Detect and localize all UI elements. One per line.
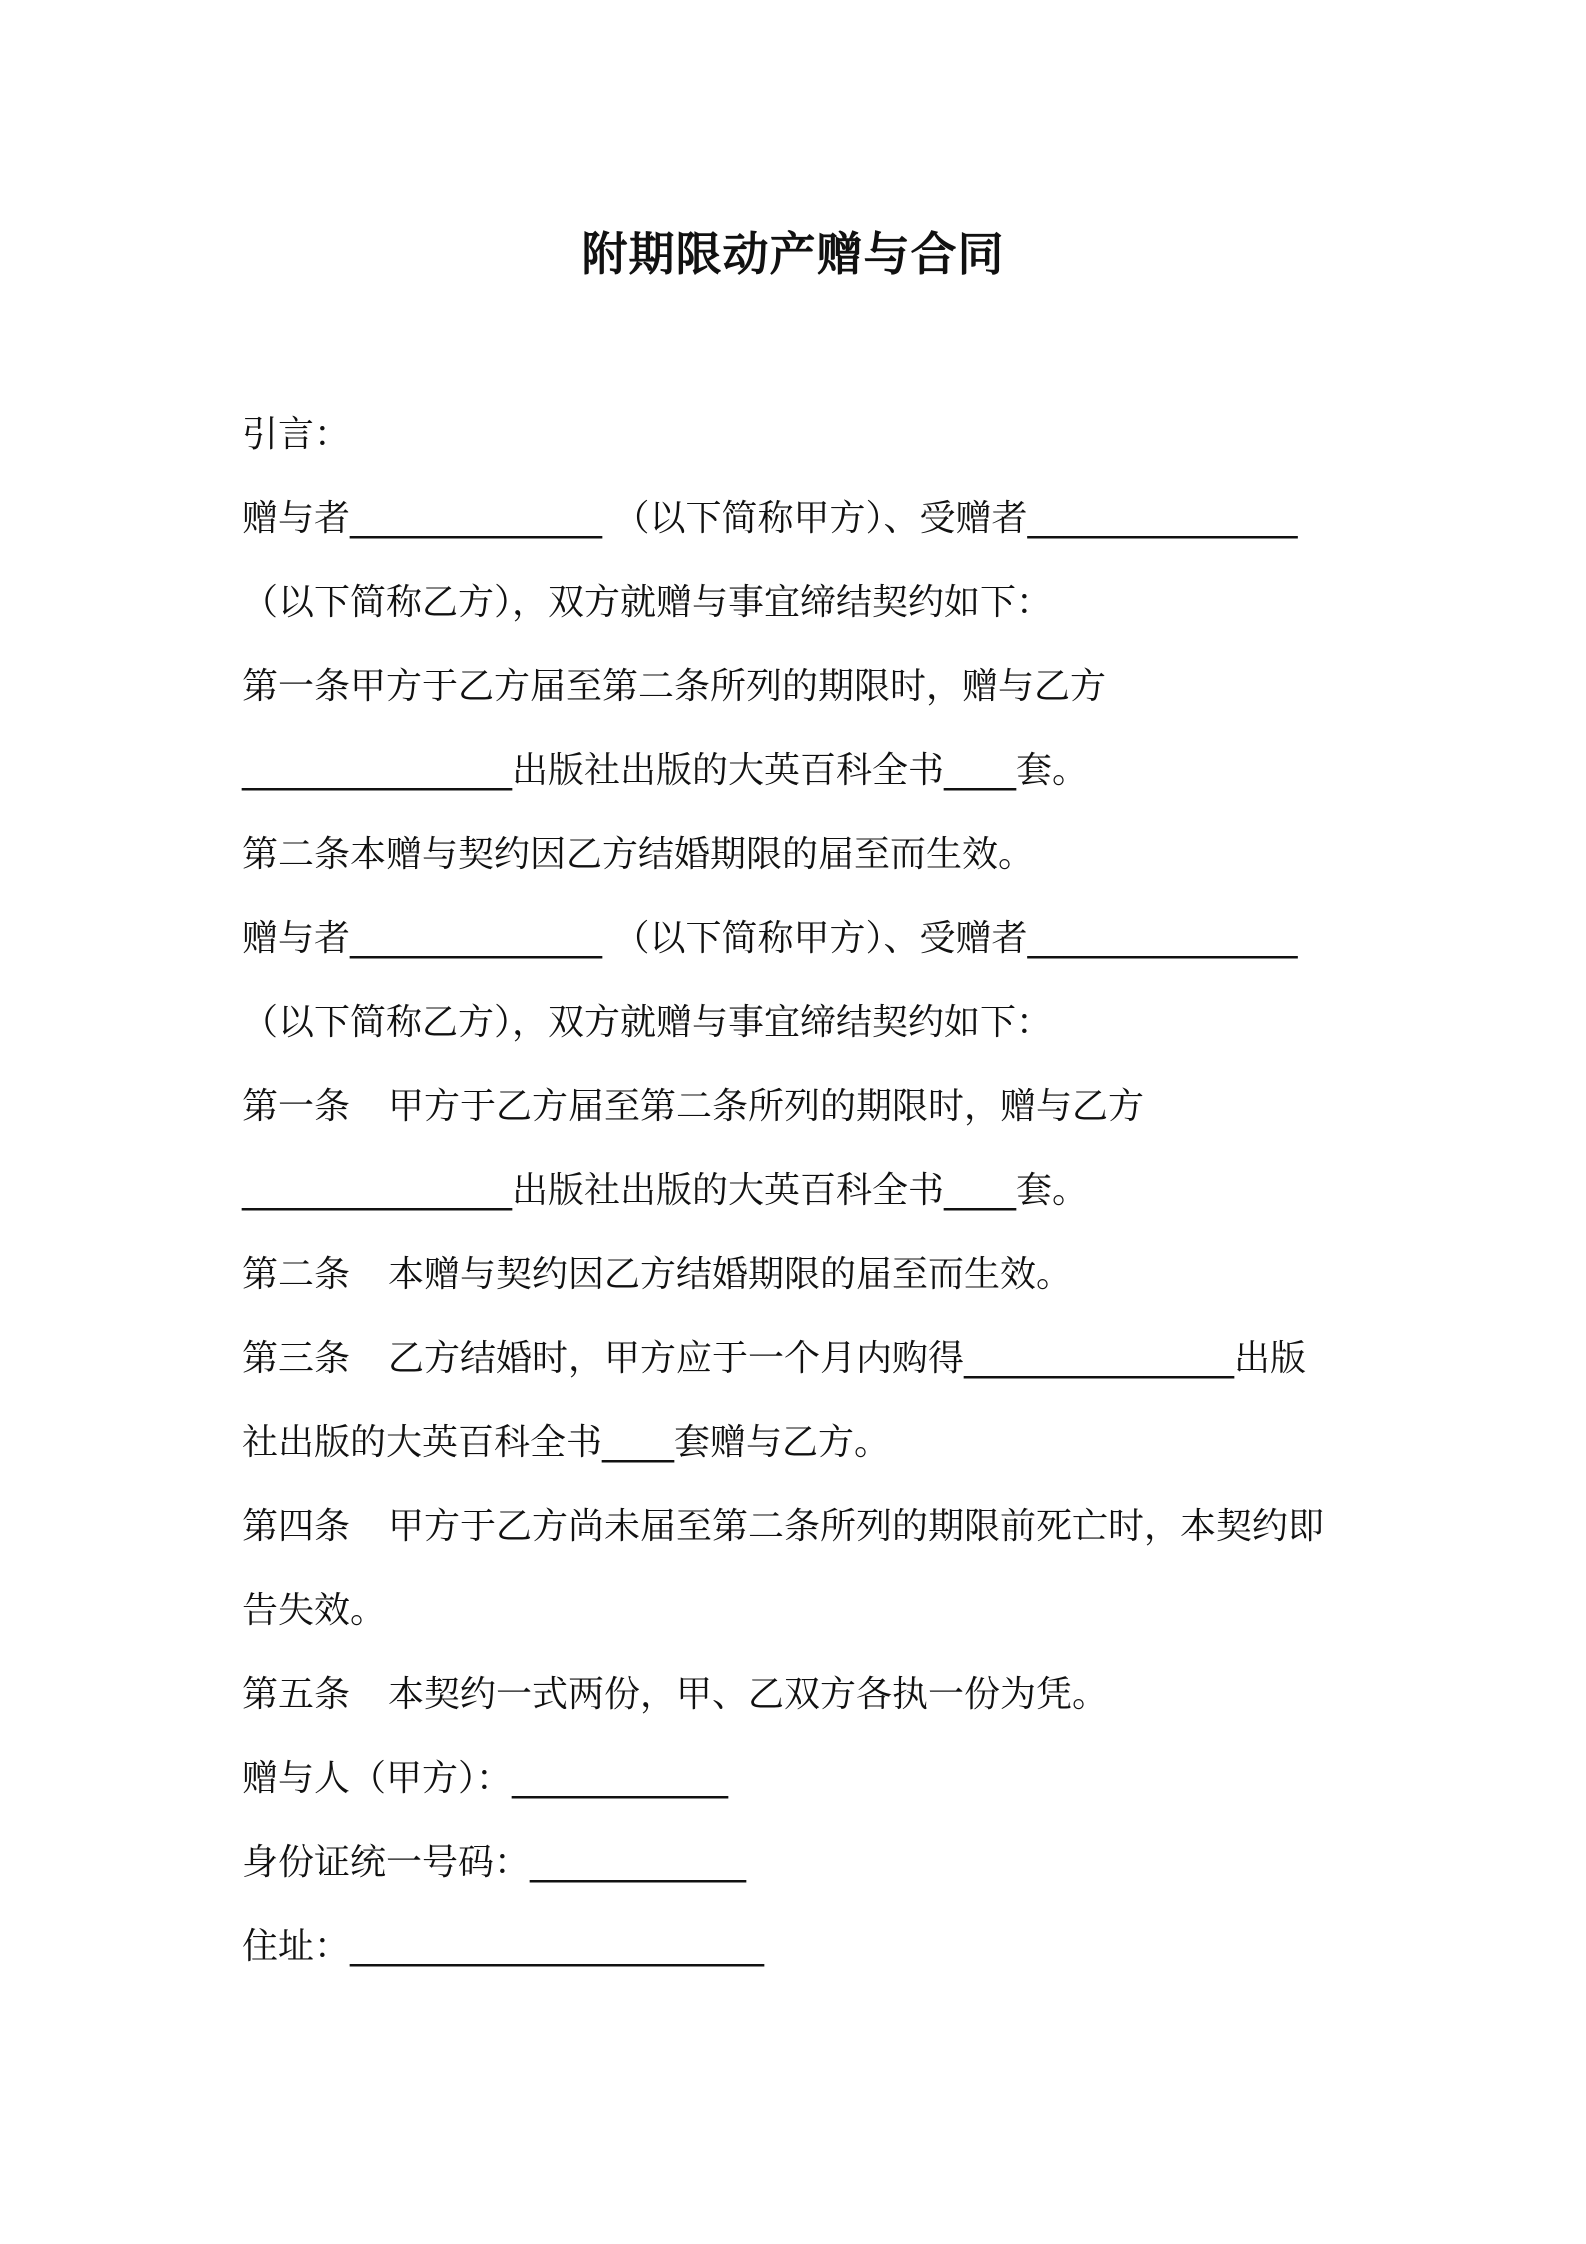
article-1-line-1: 第一条甲方于乙方届至第二条所列的期限时，赠与乙方: [242, 666, 1107, 707]
clause-1-text: 甲方于乙方届至第二条所列的期限时，赠与乙方: [388, 1086, 1145, 1127]
parties-repeat-line-2: （以下简称乙方），双方就赠与事宜缔结契约如下：: [242, 1002, 1053, 1043]
clause-4-text: 甲方于乙方尚未届至第二条所列的期限前死亡时，本契约即: [388, 1506, 1325, 1547]
article-1-line-2: _______________出版社出版的大英百科全书____套。: [242, 750, 1089, 791]
parties-line-2: （以下简称乙方），双方就赠与事宜缔结契约如下：: [242, 582, 1053, 623]
clause-5-text: 本契约一式两份，甲、乙双方各执一份为凭。: [388, 1674, 1109, 1715]
clause-1-continuation: _______________出版社出版的大英百科全书____套。: [242, 1170, 1089, 1211]
clause-4-label: 第四条: [242, 1506, 351, 1547]
clause-5: [242, 1670, 1356, 1720]
clause-5-label: 第五条: [242, 1674, 351, 1715]
clause-2: [242, 1250, 1356, 1300]
parties-repeat-line-1: 赠与者______________ （以下简称甲方）、受赠者_______________: [242, 918, 1298, 959]
clause-1-label: 第一条: [242, 1086, 351, 1127]
clause-3-text: 乙方结婚时，甲方应于一个月内购得_______________出版: [388, 1338, 1307, 1379]
clause-2-label: 第二条: [242, 1254, 351, 1295]
clause-3-label: 第三条: [242, 1338, 351, 1379]
clause-4: [242, 1502, 1356, 1552]
document-title: 附期限动产赠与合同: [581, 227, 1005, 281]
parties-line-1: 赠与者______________ （以下简称甲方）、受赠者_______________: [242, 498, 1298, 539]
clause-4-continuation: 告失效。: [242, 1590, 387, 1631]
id-number-field: 身份证统一号码：____________: [242, 1842, 747, 1883]
intro-heading: 引言：: [242, 414, 351, 455]
clause-1: [242, 1082, 1356, 1132]
clause-2-text: 本赠与契约因乙方结婚期限的届至而生效。: [388, 1254, 1073, 1295]
address-field: 住址：_______________________: [242, 1926, 765, 1967]
article-2-line: 第二条本赠与契约因乙方结婚期限的届至而生效。: [242, 834, 1035, 875]
donor-signature-field: 赠与人（甲方）：____________: [242, 1758, 729, 1799]
clause-3-continuation: 社出版的大英百科全书____套赠与乙方。: [242, 1422, 891, 1463]
clause-3: [242, 1334, 1356, 1384]
